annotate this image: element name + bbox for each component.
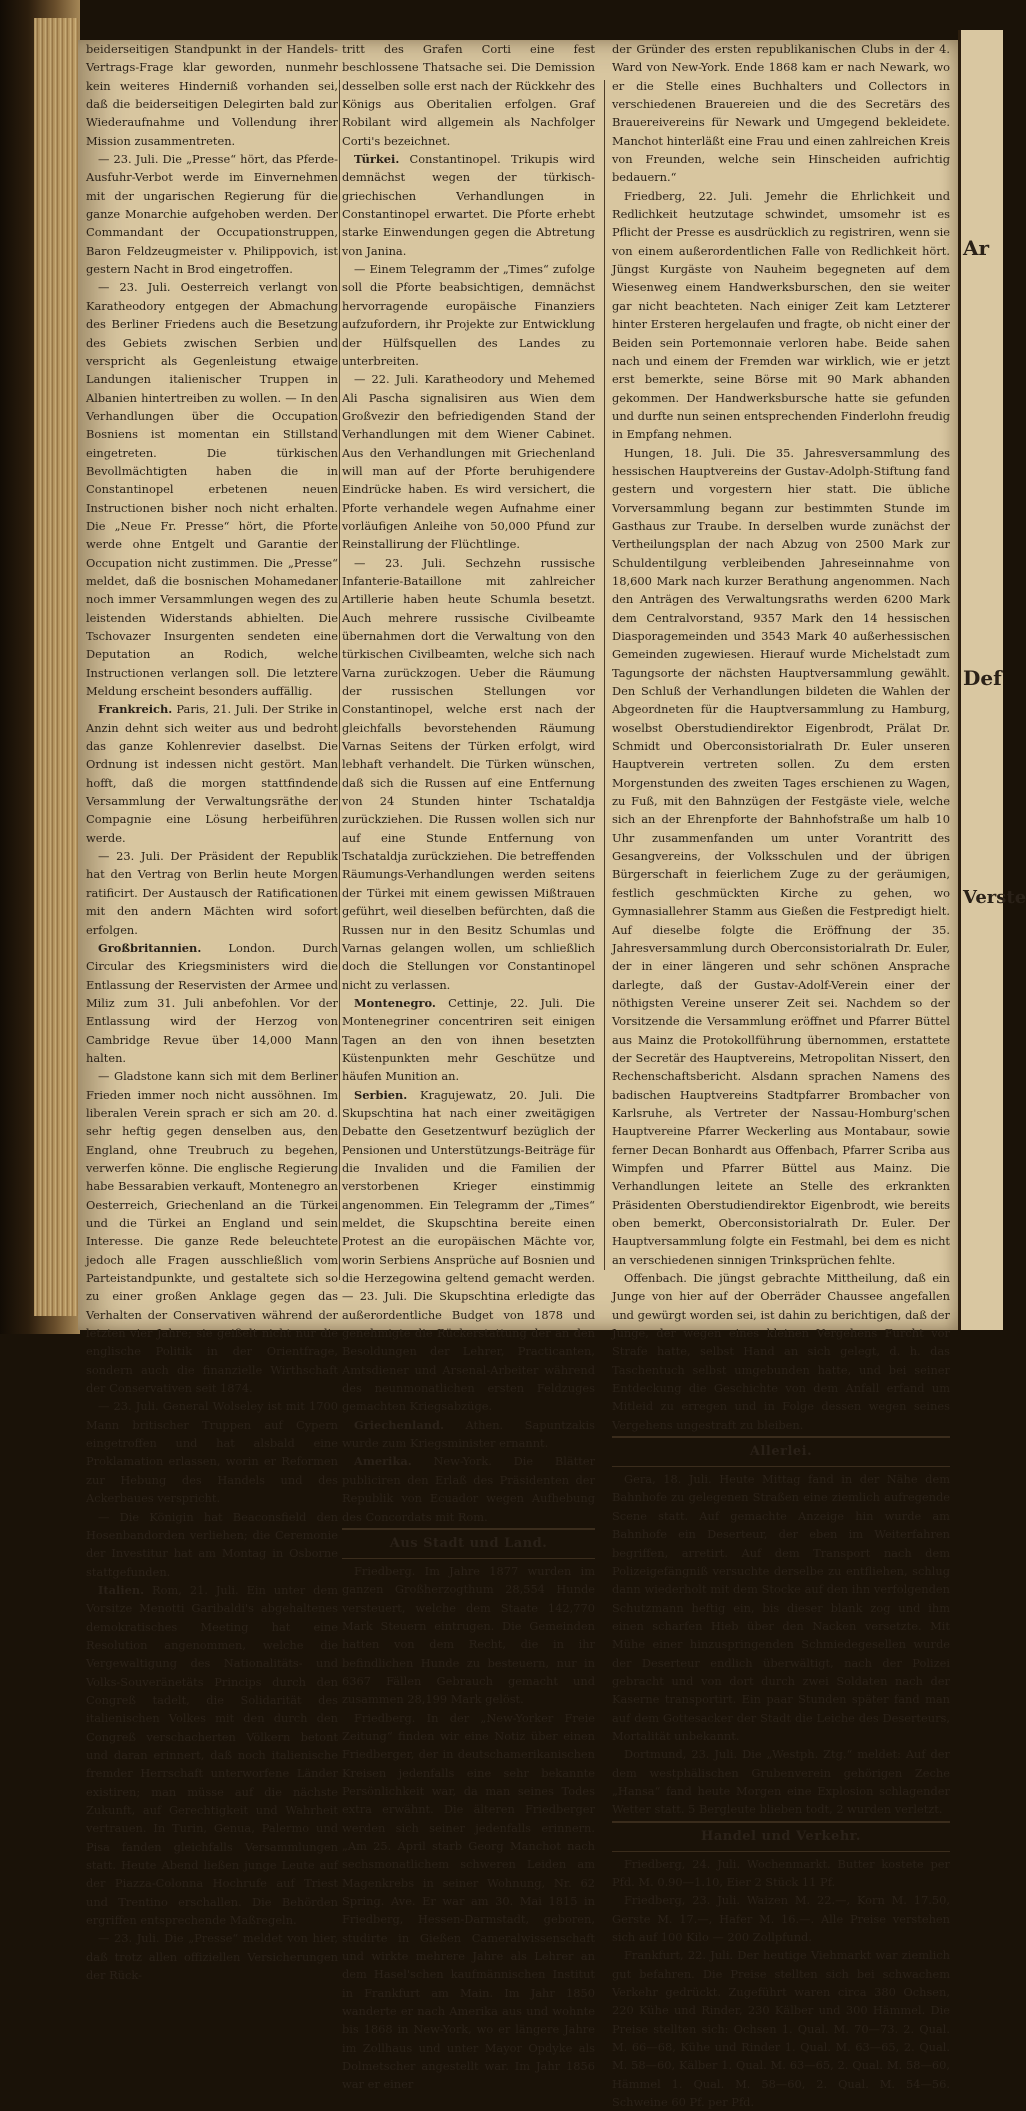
column-1	[86, 40, 338, 1984]
paragraph: Friedberg, 23. Juli. Waizen M. 22.—, Korn M. 17.50, Gerste M. 17.—, Hafer M. 16.—. Alle Preise verstehen sich auf 100 Kilo — 200 Zollpfund.	[612, 1893, 950, 1945]
paragraph: — Die Königin hat Beaconsfield den Hosenbandorden verliehen; die Ceremonie der Investitur hat am Montag in Osborne stattgefunden.	[86, 1509, 338, 1579]
page-fragment: Def	[963, 666, 1002, 690]
section-tuerkei	[342, 150, 595, 260]
section-heading: Amerika.	[354, 1454, 412, 1469]
section-frankreich	[86, 700, 338, 847]
adjacent-page-edge	[958, 30, 1026, 1330]
section-text: Paris, 21. Juli. Der Strike in Anzin dehnt sich weiter aus und bedroht das ganze Kohlenrevier daselbst. Die Ordnung ist indessen nicht gestört. Man hofft, daß die morgen stattfindende Versammlung der Verwaltungsräthe der Compagnie eine Lösung herbeiführen werde.	[86, 702, 339, 845]
section-heading-allerlei: Allerlei.	[749, 1444, 813, 1460]
column-3	[612, 40, 950, 2111]
divider	[612, 1436, 950, 1438]
paragraph: Hungen, 18. Juli. Die 35. Jahresversammlung des hessischen Hauptvereins der Gustav-Adolph-Stiftung fand gestern und vorgestern hier statt. Die übliche Vorversammlung begann zur bestimmten Stunde im Gasthaus zur Traube. In derselben wurde zunächst der Vertheilungsplan der nach Abzug von 2500 Mark zur Schuldentilgung verbleibenden Jahreseinnahme von 18,600 Mark nach kurzer Berathung angenommen. Nach den Anträgen des Verwaltungsraths werden 6200 Mark dem Centralvorstand, 9357 Mark den 14 hessischen Diasporagemeinden und 3543 Mark 40 außerhessischen Gemeinden zugewiesen. Hierauf wurde Michelstadt zum Tagungsorte der nächsten Hauptversammlung gewählt. Den Schluß der Verhandlungen bildeten die Wahlen der Abgeordneten für die Hauptversammlung zu Hamburg, woselbst Oberstudiendirektor Eigenbrodt, Prälat Dr. Schmidt und Oberconsistorialrath Dr. Euler unseren Hauptverein vertreten sollen. Zu dem ersten Morgenstunden des zweiten Tages erschienen zu Wagen, zu Fuß, mit den Bahnzügen der Festgäste viele, welche sich an der Ehrenpforte der Bahnhofstraße um halb 10 Uhr zusammenfanden um unter Vorantritt des Gesangvereins, der Volksschulen und der übrigen Bürgerschaft in feierlichem Zuge zu der geräumigen, festlich geschmückten Kirche zu gehen, wo Gymnasiallehrer Stamm aus Gießen die Festpredigt hielt. Auf dieselbe folgte die Eröffnung der 35. Jahresversammlung durch Oberconsistorialrath Dr. Euler, der in einer längeren und sehr schönen Ansprache darlegte, daß der Gustav-Adolf-Verein einer der nöthigsten Vereine unserer Zeit sei. Nachdem so der Vorsitzende die Versammlung eröffnet und Pfarrer Büttel aus Mainz die Protokollführung übernommen, erstattete der Secretär des Hauptvereins, Metropolitan Nissert, den Rechenschaftsbericht. Alsdann sprachen Namens des badischen Hauptvereins Stadtpfarrer Brombacher von Karlsruhe, als Vertreter der Nassau-Homburg'schen Hauptvereine Pfarrer Weckerling aus Montabaur, sowie ferner Decan Bonhardt aus Offenbach, Pfarrer Scriba aus Wimpfen und Pfarrer Büttel aus Mainz. Die Verhandlungen leitete an Stelle des erkrankten Präsidenten Oberstudiendirektor Eigenbrodt, wie bereits oben bemerkt, Oberconsistorialrath Dr. Euler. Der Hauptversammlung folgte ein Festmahl, bei dem es nicht an verschiedenen sinnigen Trinksprüchen fehlte.	[612, 445, 950, 1267]
section-heading: Großbritannien.	[98, 940, 202, 955]
section-griechenland	[342, 1416, 595, 1453]
paragraph: tritt des Grafen Corti eine fest beschlossene Thatsache sei. Die Demission desselben solle erst nach der Rückkehr des Königs aus Oberitalien erfolgen. Graf Robilant wird allgemein als Nachfolger Corti's bezeichnet.	[342, 42, 595, 148]
section-amerika	[342, 1452, 595, 1525]
divider	[612, 1466, 950, 1467]
section-heading-stadt-und-land: Aus Stadt und Land.	[389, 1535, 548, 1551]
paragraph: Dortmund, 23. Juli. Die „Westph. Ztg.“ meldet: Auf der dem westphälischen Grubenverein gehörigen Zeche „Hansa“ fand heute Morgen eine Explosion schlagender Wetter statt. 5 Bergleute blieben todt, 2 wurden verletzt.	[612, 1747, 950, 1817]
section-heading: Montenegro.	[354, 995, 436, 1010]
section-heading: Türkei.	[354, 152, 400, 167]
section-heading: Frankreich.	[98, 702, 173, 717]
paragraph: — 23. Juli. General Wolseley ist mit 1700 Mann britischer Truppen auf Cypern eingetroffen und hat alsbald eine Proklamation erlassen, worin er Reformen zur Hebung des Handels und des Ackerbaues verspricht.	[86, 1399, 338, 1506]
section-text: Constantinopel. Trikupis wird demnächst wegen der türkisch-griechischen Verhandlungen in Constantinopel erwartet. Die Pforte erhebt starke Einwendungen gegen die Abtretung von Janina.	[342, 152, 595, 258]
section-serbien	[342, 1086, 595, 1416]
paragraph: — 23. Juli. Die „Presse“ hört, das Pferde-Ausfuhr-Verbot werde im Einvernehmen mit der ungarischen Regierung für die ganze Monarchie aufgehoben werden. Der Commandant der Occupationstruppen, Baron Feldzeugmeister v. Philippovich, ist gestern Nacht in Brod eingetroffen.	[86, 152, 338, 277]
paragraph: Gera, 18. Juli. Heute Mittag fand in der Nähe dem Bahnhofe zu gelegenen Straßen eine ziemlich aufregende Scene statt. Auf gemachte Anzeige hin wurde am Bahnhofe ein Deserteur, der eben im Weiterfahren begriffen, arretirt. Auf dem Transport nach dem Polizeigefängniß versuchte derselbe zu entfliehen, schlug dann wiederholt mit dem Stocke auf den ihn verfolgenden Schutzmann heftig ein, bis dieser blank zog und ihm einen scharfen Hieb über den Nacken versetzte. Mit Mühe einer hinzuspringenden Schmiedegesellen wurde der Deserteur endlich überwältigt, nach der Polizei gebracht und von dort durch zwei Soldaten nach der Kaserne transportirt. Ein paar Stunden später fand man auf dem Gottesacker der Stadt die Leiche des Deserteurs, Mortalität unbekannt.	[612, 1472, 950, 1743]
section-text: New-York. Die Blätter publiciren den Erlaß des Präsidenten der Republik von Ecuador wegen Aufhebung des Concordats mit Rom.	[342, 1454, 596, 1524]
paragraph: der Gründer des ersten republikanischen Clubs in der 4. Ward von New-York. Ende 1868 kam er nach Newark, wo er die Stelle eines Buchhalters und Collectors in verschiedenen Brauereien und die des Secretärs des Brauereivereins für Newark und Umgegend bekleidete. Manchot hinterläßt eine Frau und einen zahlreichen Kreis von Freunden, welche sein Hinscheiden aufrichtig bedauern.“	[612, 42, 950, 185]
column-rule	[604, 80, 605, 1270]
section-heading: Serbien.	[354, 1087, 408, 1102]
paragraph: Friedberg. Im Jahre 1877 wurden im ganzen Großherzogthum 28,554 Hunde versteuert, welche dem Staate 142,770 Mark Steuern eintrugen. Die Gemeinden hatten von dem Recht, die in ihr befindlichen Hunde zu besteuern, nur in 6367 Fällen Gebrauch gemacht und zusammen 28,199 Mark gelöst.	[342, 1563, 595, 1707]
paragraph: Offenbach. Die jüngst gebrachte Mittheilung, daß ein Junge von hier auf der Oberräder Chaussee angefallen und gewürgt worden sei, ist dahin zu berichtigen, daß der Junge, der wegen eines kleinen Vergehens Furcht vor Strafe hatte, selbst Hand an sich gelegt, d. h. das Taschentuch selbst umgebunden hatte, und bei seiner Entdeckung die Geschichte von dem Anfall erfand um Mitleid zu erregen und in Folge dessen wegen seines Vergehens ungestraft zu bleiben.	[612, 1271, 950, 1432]
section-text: Kragujewatz, 20. Juli. Die Skupschtina hat nach einer zweitägigen Debatte den Gesetzentwurf bezüglich der Pensionen und Unterstützungs-Beiträge für die Invaliden und die Familien der verstorbenen Krieger einstimmig angenommen. Ein Telegramm der „Times“ meldet, die Skupschtina bereite einen Protest an die europäischen Mächte vor, worin Serbiens Ansprüche auf Bosnien und die Herzegowina geltend gemacht werden. — 23. Juli. Die Skupschtina erledigte das außerordentliche Budget von 1878 und genehmigte die Rückerstattung der an den Besoldungen der Lehrer, Practicanten, Amtsdiener und Arsenal-Arbeiter während des neunmonatlichen ersten Feldzuges gemachten Kriegsabzüge.	[342, 1087, 595, 1414]
divider	[342, 1558, 595, 1559]
page-edges	[34, 18, 78, 1316]
paragraph: — 23. Juli. Der Präsident der Republik hat den Vertrag von Berlin heute Morgen ratificirt. Der Austausch der Ratificationen mit den andern Mächten wird sofort erfolgen.	[86, 849, 338, 937]
paragraph: Friedberg, 22. Juli. Jemehr die Ehrlichkeit und Redlichkeit heutzutage schwindet, umsomehr ist es Pflicht der Presse es ausdrücklich zu registriren, wenn sie von einem außerordentlichen Falle von Redlichkeit hört. Jüngst Kurgäste von Nauheim begegneten auf dem Wiesenweg einem Handwerksburschen, den sie weiter gar nicht beachteten. Nach einiger Zeit kam Letzterer hinter Ersteren hergelaufen und fragte, ob nicht einer der Beiden sein Portemonnaie verloren habe. Beide sahen nach und einem der Fremden war wirklich, wie er jetzt erst bemerkte, seine Börse mit 90 Mark abhanden gekommen. Der Handwerksbursche hatte sie gefunden und durfte nun seinen entsprechenden Finderlohn freudig in Empfang nehmen.	[612, 188, 950, 442]
divider	[612, 1821, 950, 1823]
paragraph: Friedberg, 24. Juli. Wochenmarkt. Butter kostete per Pfd. M. 0.90—1.10, Eier 2 Stück 11 Pf.	[612, 1856, 950, 1889]
section-text: Athen. Sapuntzakis wurde zum Kriegsminister ernannt.	[342, 1417, 596, 1451]
section-text: Cettinje, 22. Juli. Die Montenegriner concentriren seit einigen Tagen an den von ihnen besetzten Küstenpunkten mehr Geschütze und häufen Munition an.	[342, 995, 595, 1084]
paragraph: Frankfurt, 22. Juli. Der heutige Viehmarkt war ziemlich gut befahren. Die Preise stellten sich bei schwachem Verkehr gedrückt. Zugeführt waren circa 380 Ochsen, 220 Kühe und Rinder, 230 Kälber und 300 Hämmel. Die Preise stellten sich: Ochsen 1. Qual. M. 70—73. 2. Qual. M. 66—68, Kühe und Rinder 1. Qual. M. 63—65, 2. Qual. M. 58—60, Kälber 1. Qual. M. 63—65, 2. Qual. M. 58—60, Hämmel 1. Qual. M. 58—60, 2. Qual. M. 54—56. Schweine 60 Pf. per Pfd.	[612, 1948, 950, 2110]
section-heading: Italien.	[98, 1582, 145, 1597]
paragraph: — 23. Juli. Die „Presse“ meldet von hier, daß trotz allen offiziellen Versicherungen der Rück-	[86, 1931, 338, 1983]
section-text: London. Durch Circular des Kriegsministers wird die Entlassung der Reservisten der Armee und Miliz zum 31. Juli anbefohlen. Vor der Entlassung wird der Herzog von Cambridge Revue über 14,000 Mann halten.	[86, 940, 338, 1065]
paragraph: beiderseitigen Standpunkt in der Handels-Vertrags-Frage klar geworden, nunmehr kein weiteres Hinderniß vorhanden sei, daß die beiderseitigen Delegirten bald zur Wiederaufnahme und Vollendung ihrer Mission zusammentreten.	[86, 42, 338, 148]
column-rule	[339, 80, 340, 1280]
section-text: Rom, 21. Juli. Ein unter dem Vorsitze Menotti Garibaldi's abgehaltenes demokratisches Meeting hat eine Resolution angenommen, welche die Vergewaltigung des Nationalitäts- und Volks-Souveränetäts Princips durch den Congreß tadelt, die Solidarität des italienischen Volkes mit den durch den Congreß verschacherten Völkern betont und daran erinnert, daß noch italienische fremder Herrschaft unterworfene Länder existiren; man müsse auf die nächste Zukunft, auf Gerechtigkeit und Wahrheit vertrauen. In Turin, Genua, Palermo und Pisa fanden gleichfalls Versammlungen statt. Heute Abend ließen junge Leute auf der Piazza-Colonna Hochrufe auf Triest und Trentino erschallen. Die Behörden ergriffen entsprechende Maßregeln.	[86, 1582, 338, 1928]
section-montenegro	[342, 994, 595, 1086]
paragraph: — 23. Juli. Sechzehn russische Infanterie-Bataillone mit zahlreicher Artillerie haben heute Schumla besetzt. Auch mehrere russische Civilbeamte übernahmen dort die Verwaltung von den türkischen Civilbeamten, welche sich nach Varna zurückzogen. Ueber die Räumung der russischen Stellungen vor Constantinopel, welche erst nach der gleichfalls bevorstehenden Räumung Varnas Seitens der Türken erfolgt, wird lebhaft verhandelt. Die Türken wünschen, daß sich die Russen auf eine Entfernung von 24 Stunden hinter Tschataldja zurückziehen. Die Russen wollen sich nur auf eine Stunde Entfernung von Tschataldja zurückziehen. Die betreffenden Räumungs-Verhandlungen werden seitens der Türkei mit einem gewissen Mißtrauen geführt, weil dieselben befürchten, daß die Russen nur in den Besitz Schumlas und Varnas gelangen wollen, um schließlich doch die Stellungen vor Constantinopel nicht zu verlassen.	[342, 555, 595, 992]
paragraph: — 23. Juli. Oesterreich verlangt von Karatheodory entgegen der Abmachung des Berliner Friedens auch die Besetzung des Gebiets zwischen Serbien und verspricht als Gegenleistung etwaige Landungen italienischer Truppen in Albanien hintertreiben zu wollen. — In den Verhandlungen über die Occupation Bosniens ist momentan ein Stillstand eingetreten. Die türkischen Bevollmächtigten haben die in Constantinopel erbetenen neuen Instructionen bisher noch nicht erhalten. Die „Neue Fr. Presse“ hört, die Pforte werde ohne Entgelt und Garantie der Occupation nicht zustimmen. Die „Presse“ meldet, daß die bosnischen Mohamedaner noch immer Versammlungen wegen des zu leistenden Widerstands abhielten. Die Tschovazer Insurgenten sendeten eine Deputation an Rodich, welche Instructionen verlangen soll. Die letztere Meldung erscheint besonders auffällig.	[86, 280, 338, 699]
section-heading-handel-und-verkehr: Handel und Verkehr.	[701, 1828, 861, 1844]
page-fragment: Verste	[963, 887, 1026, 908]
paragraph: Friedberg. In der „New-Yorker Freie Zeitung“ finden wir eine Notiz über einen Friedberger, der in deutschamerikanischen Kreisen jedenfalls eine sehr bekannte Persönlichkeit war, da man seines Todes extra erwähnt. Die älteren Friedberger werden sich seiner jedenfalls erinnern. „Am 25. April starb Georg Manchot nach sechsmonatlichem schweren Leiden am Magenkrebs in seiner Wohnung, Nr. 62 Spring. Ave. Er war am 30. Mai 1815 in Friedberg, Hessen-Darmstadt, geboren, studirte in Gießen Cameralwissenschaft und wirkte mehrere Jahre als Lehrer an dem Hasel'schen kaufmännischen Institut in Frankfurt am Main. Im Jahr 1850 wanderte er nach Amerika aus und wohnte bis 1868 in New-York, wo er längere Jahre im Zollhaus und unter Mayor Opdyke als Dolmetscher angestellt war. Im Jahr 1856 war er einer	[342, 1710, 595, 2092]
page-fragment: Ar	[963, 236, 990, 260]
divider	[612, 1851, 950, 1852]
column-2	[342, 40, 595, 2094]
paragraph: — Gladstone kann sich mit dem Berliner Frieden immer noch nicht aussöhnen. Im liberalen Verein sprach er sich am 20. d. sehr heftig gegen denselben aus, den England, ohne Treubruch zu begehen, verwerfen könne. Die englische Regierung habe Bessarabien verkauft, Montenegro an Oesterreich, Griechenland an die Türkei und die Türkei an England und sein Interesse. Die ganze Rede beleuchtete jedoch alle Fragen ausschließlich vom Parteistandpunkte, und gestaltete sich so zu einer großen Anklage gegen das Verhalten der Conservativen während der letzten vier Jahre; sie geißelt nicht nur die englische Politik in der Orientfrage, sondern auch die finanzielle Wirthschaft der Conservativen seit 1874.	[86, 1069, 338, 1396]
section-heading: Griechenland.	[354, 1417, 444, 1432]
section-grossbritannien	[86, 939, 338, 1067]
paragraph: — 22. Juli. Karatheodory und Mehemed Ali Pascha signalisiren aus Wien dem Großvezir den befriedigenden Stand der Verhandlungen mit dem Wiener Cabinet. Aus den Verhandlungen mit Griechenland will man auf der Pforte beruhigendere Eindrücke haben. Es wird versichert, die Pforte verhandele wegen Aufnahme einer vorläufigen Anleihe von 50,000 Pfund zur Reinstallirung der Flüchtlinge.	[342, 372, 595, 552]
section-italien	[86, 1581, 338, 1930]
newspaper-page	[78, 40, 958, 2110]
paragraph: — Einem Telegramm der „Times“ zufolge soll die Pforte beabsichtigen, demnächst hervorragende europäische Finanziers aufzufordern, ihr Projekte zur Entwicklung der Hülfsquellen des Landes zu unterbreiten.	[342, 262, 595, 368]
divider	[342, 1528, 595, 1530]
